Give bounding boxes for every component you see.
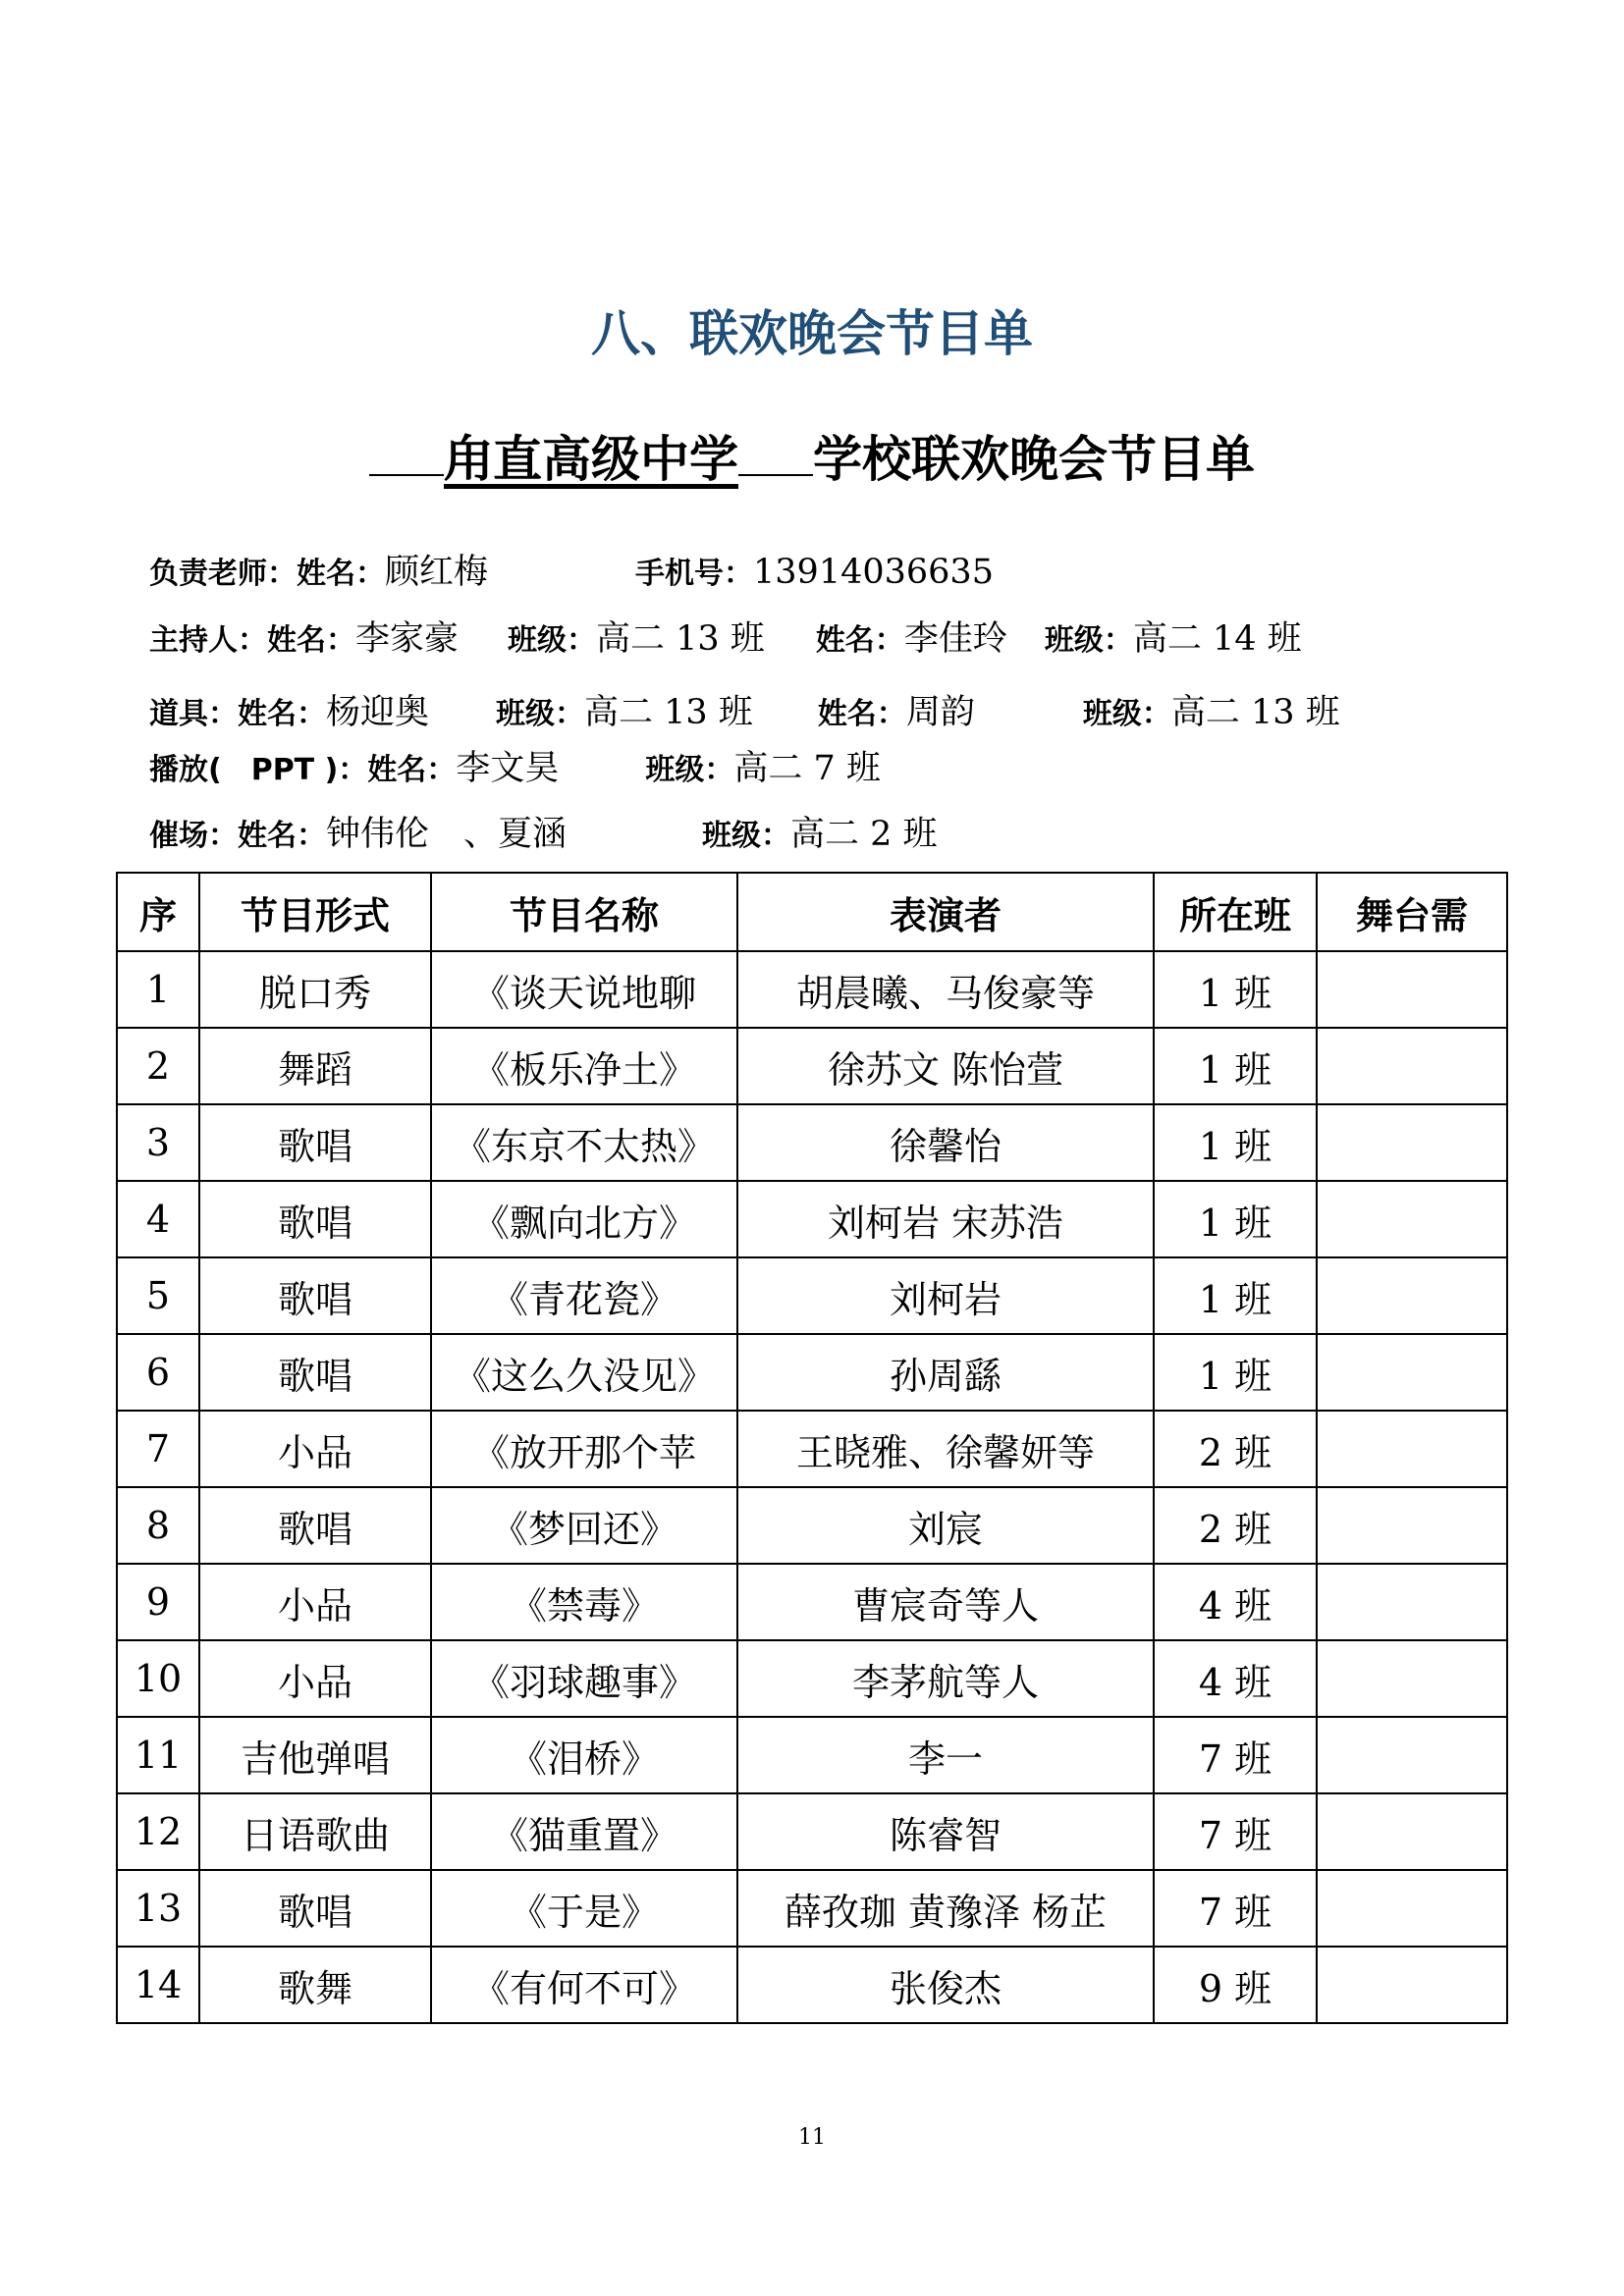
cell-no: 11 xyxy=(117,1717,199,1793)
host1-class: 高二 13 班 xyxy=(596,619,765,659)
cell-class: 9 班 xyxy=(1154,1947,1317,2023)
cell-class: 1 班 xyxy=(1154,1104,1317,1181)
cell-stage xyxy=(1317,1257,1507,1334)
table-row xyxy=(117,1870,1507,1947)
cell-performer: 王晓雅、徐馨妍等 xyxy=(737,1411,1154,1487)
cell-form: 舞蹈 xyxy=(199,1028,431,1104)
title-underline-lead xyxy=(369,435,444,476)
table-row xyxy=(117,1640,1507,1717)
props2-class-label: 班级： xyxy=(1082,697,1171,731)
header-no: 序 xyxy=(117,873,199,951)
table-row xyxy=(117,1717,1507,1793)
cell-performer: 徐馨怡 xyxy=(737,1104,1154,1181)
table-row xyxy=(117,1181,1507,1257)
school-name: 甪直高级中学 xyxy=(444,431,738,488)
cell-no: 3 xyxy=(117,1104,199,1181)
cell-form: 小品 xyxy=(199,1564,431,1640)
cell-class: 1 班 xyxy=(1154,951,1317,1028)
props1-name: 杨迎奥 xyxy=(326,693,430,732)
cell-performer: 李一 xyxy=(737,1717,1154,1793)
props1-class: 高二 13 班 xyxy=(584,693,753,732)
cell-title: 《羽球趣事》 xyxy=(431,1640,737,1717)
stage-class-label: 班级： xyxy=(702,819,791,853)
header-class: 所在班 xyxy=(1154,873,1317,951)
cell-form: 小品 xyxy=(199,1411,431,1487)
cell-form: 小品 xyxy=(199,1640,431,1717)
teacher-label: 负责老师：姓名： xyxy=(149,557,385,591)
title-suffix: 学校联欢晚会节目单 xyxy=(813,431,1255,488)
phone-label: 手机号： xyxy=(635,557,754,591)
cell-form: 歌唱 xyxy=(199,1104,431,1181)
host1-name: 李家豪 xyxy=(355,619,460,659)
header-stage: 舞台需 xyxy=(1317,873,1507,951)
cell-title: 《谈天说地聊 xyxy=(431,951,737,1028)
cell-performer: 曹宸奇等人 xyxy=(737,1564,1154,1640)
stage-class: 高二 2 班 xyxy=(790,815,938,854)
cell-performer: 胡晨曦、马俊豪等 xyxy=(737,951,1154,1028)
document-title xyxy=(0,420,1624,491)
cell-stage xyxy=(1317,1028,1507,1104)
cell-class: 2 班 xyxy=(1154,1487,1317,1564)
cell-title: 《青花瓷》 xyxy=(431,1257,737,1334)
cell-title: 《板乐净土》 xyxy=(431,1028,737,1104)
table-row xyxy=(117,1564,1507,1640)
table-row xyxy=(117,1257,1507,1334)
cell-no: 1 xyxy=(117,951,199,1028)
cell-title: 《放开那个苹 xyxy=(431,1411,737,1487)
cell-title: 《泪桥》 xyxy=(431,1717,737,1793)
cell-performer: 刘宸 xyxy=(737,1487,1154,1564)
section-title: 八、联欢晚会节目单 xyxy=(591,305,1033,362)
cell-title: 《梦回还》 xyxy=(431,1487,737,1564)
props-line xyxy=(149,685,1340,734)
cell-form: 歌唱 xyxy=(199,1334,431,1411)
ppt-line xyxy=(149,741,881,790)
ppt-class-label: 班级： xyxy=(645,753,734,787)
cell-stage xyxy=(1317,1564,1507,1640)
table-row xyxy=(117,1334,1507,1411)
cell-no: 5 xyxy=(117,1257,199,1334)
table-row xyxy=(117,1411,1507,1487)
cell-class: 1 班 xyxy=(1154,1257,1317,1334)
cell-performer: 陈睿智 xyxy=(737,1793,1154,1870)
cell-performer: 薛孜珈 黄豫泽 杨芷 xyxy=(737,1870,1154,1947)
teacher-name: 顾红梅 xyxy=(385,553,489,592)
host2-class: 高二 14 班 xyxy=(1132,619,1302,659)
title-underline-trail xyxy=(738,435,813,476)
host1-class-label: 班级： xyxy=(508,623,597,658)
stage-names: 钟伟伦 、夏涵 xyxy=(326,815,568,854)
cell-performer: 李茅航等人 xyxy=(737,1640,1154,1717)
cell-form: 歌唱 xyxy=(199,1257,431,1334)
ppt-class: 高二 7 班 xyxy=(733,749,881,788)
ppt-name: 李文昊 xyxy=(456,749,560,788)
cell-form: 歌唱 xyxy=(199,1487,431,1564)
table-row xyxy=(117,951,1507,1028)
cell-stage xyxy=(1317,1793,1507,1870)
table-row xyxy=(117,1793,1507,1870)
cell-class: 7 班 xyxy=(1154,1793,1317,1870)
cell-stage xyxy=(1317,1487,1507,1564)
cell-no: 8 xyxy=(117,1487,199,1564)
cell-no: 13 xyxy=(117,1870,199,1947)
cell-no: 14 xyxy=(117,1947,199,2023)
cell-class: 7 班 xyxy=(1154,1717,1317,1793)
cell-title: 《有何不可》 xyxy=(431,1947,737,2023)
host2-name: 李佳玲 xyxy=(903,619,1007,659)
cell-performer: 张俊杰 xyxy=(737,1947,1154,2023)
cell-title: 《于是》 xyxy=(431,1870,737,1947)
cell-form: 歌舞 xyxy=(199,1947,431,2023)
cell-class: 4 班 xyxy=(1154,1564,1317,1640)
cell-title: 《猫重置》 xyxy=(431,1793,737,1870)
table-header-row xyxy=(117,873,1507,951)
cell-stage xyxy=(1317,1717,1507,1793)
cell-performer: 徐苏文 陈怡萱 xyxy=(737,1028,1154,1104)
cell-performer: 孙周繇 xyxy=(737,1334,1154,1411)
hosts-label: 主持人：姓名： xyxy=(149,623,355,658)
props-label: 道具：姓名： xyxy=(149,697,326,731)
cell-stage xyxy=(1317,1104,1507,1181)
header-title: 节目名称 xyxy=(431,873,737,951)
cell-stage xyxy=(1317,1947,1507,2023)
table-row xyxy=(117,1487,1507,1564)
cell-class: 2 班 xyxy=(1154,1411,1317,1487)
cell-form: 歌唱 xyxy=(199,1870,431,1947)
cell-title: 《飘向北方》 xyxy=(431,1181,737,1257)
cell-title: 《这么久没见》 xyxy=(431,1334,737,1411)
table-row xyxy=(117,1947,1507,2023)
cell-stage xyxy=(1317,1181,1507,1257)
cell-no: 4 xyxy=(117,1181,199,1257)
cell-class: 1 班 xyxy=(1154,1334,1317,1411)
props2-class: 高二 13 班 xyxy=(1170,693,1340,732)
cell-form: 吉他弹唱 xyxy=(199,1717,431,1793)
cell-class: 7 班 xyxy=(1154,1870,1317,1947)
cell-no: 10 xyxy=(117,1640,199,1717)
cell-no: 12 xyxy=(117,1793,199,1870)
teacher-line xyxy=(149,545,994,594)
cell-no: 7 xyxy=(117,1411,199,1487)
cell-stage xyxy=(1317,951,1507,1028)
ppt-label: 播放( PPT )：姓名： xyxy=(149,753,457,787)
cell-class: 4 班 xyxy=(1154,1640,1317,1717)
cell-title: 《东京不太热》 xyxy=(431,1104,737,1181)
cell-no: 2 xyxy=(117,1028,199,1104)
cell-class: 1 班 xyxy=(1154,1181,1317,1257)
header-performer: 表演者 xyxy=(737,873,1154,951)
props2-name: 周韵 xyxy=(905,693,975,732)
stage-label: 催场：姓名： xyxy=(149,819,326,853)
program-table xyxy=(116,872,1508,2024)
page-number: 11 xyxy=(798,2125,826,2150)
props1-class-label: 班级： xyxy=(496,697,585,731)
cell-performer: 刘柯岩 宋苏浩 xyxy=(737,1181,1154,1257)
cell-stage xyxy=(1317,1640,1507,1717)
cell-form: 日语歌曲 xyxy=(199,1793,431,1870)
cell-form: 歌唱 xyxy=(199,1181,431,1257)
table-row xyxy=(117,1028,1507,1104)
cell-title: 《禁毒》 xyxy=(431,1564,737,1640)
props2-name-label: 姓名： xyxy=(817,697,906,731)
cell-stage xyxy=(1317,1334,1507,1411)
host2-name-label: 姓名： xyxy=(815,623,904,658)
cell-no: 9 xyxy=(117,1564,199,1640)
header-form: 节目形式 xyxy=(199,873,431,951)
cell-form: 脱口秀 xyxy=(199,951,431,1028)
stage-line xyxy=(149,807,938,856)
phone-number: 13914036635 xyxy=(753,553,994,592)
host2-class-label: 班级： xyxy=(1044,623,1133,658)
cell-stage xyxy=(1317,1411,1507,1487)
cell-performer: 刘柯岩 xyxy=(737,1257,1154,1334)
cell-class: 1 班 xyxy=(1154,1028,1317,1104)
hosts-line xyxy=(149,612,1302,661)
cell-stage xyxy=(1317,1870,1507,1947)
cell-no: 6 xyxy=(117,1334,199,1411)
table-row xyxy=(117,1104,1507,1181)
